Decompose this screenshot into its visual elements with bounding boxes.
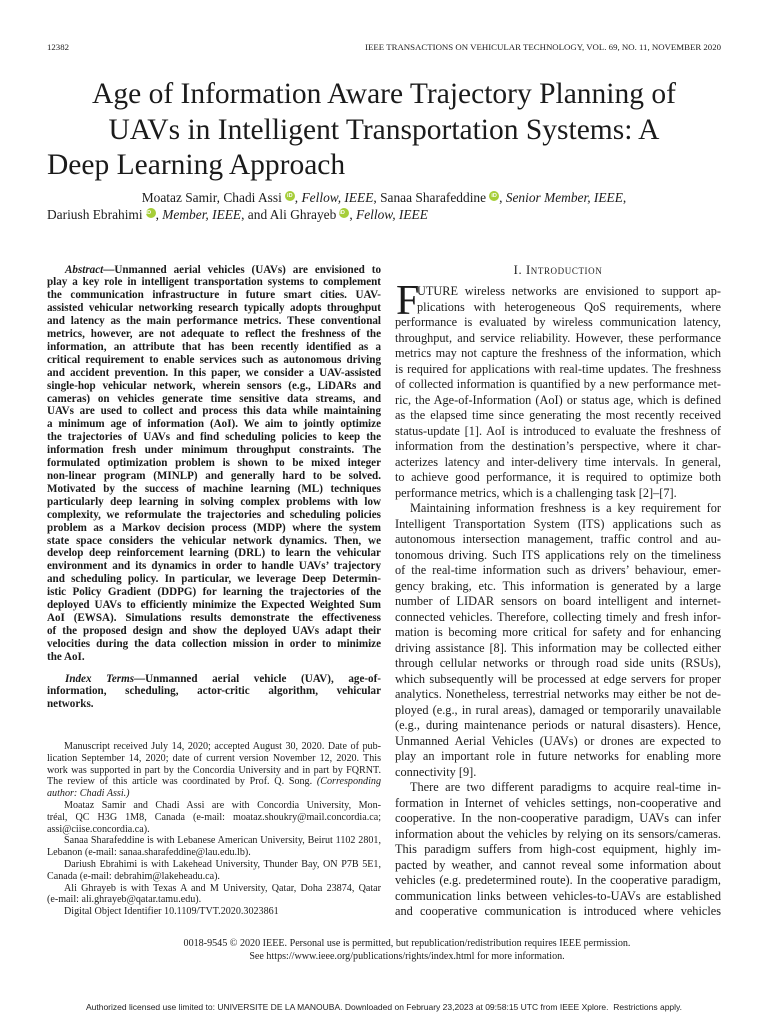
text-span: the trajectories of UAVs and find scheduling policies to keep the	[47, 431, 381, 444]
abstract-line	[47, 289, 381, 302]
journal-header: IEEE TRANSACTIONS ON VEHICULAR TECHNOLOGY, VOL. 69, NO. 11, NOVEMBER 2020	[365, 42, 721, 52]
body-line	[395, 718, 721, 734]
orcid-icon	[146, 208, 156, 218]
footnote-line	[47, 776, 381, 788]
italic-text: author: Chadi Assi.)	[47, 788, 130, 800]
text-span: information from the destination’s perspective, where it char-	[395, 439, 721, 453]
abstract-line	[47, 612, 381, 625]
paragraph	[47, 673, 381, 712]
text-span: cameras) on vehicles generate time sensitive data streams, and	[47, 392, 381, 405]
text-span: Unmanned Aerial Vehicles (UAVs) or drones are expected to	[395, 733, 721, 748]
title-line	[47, 77, 721, 113]
text-span: a minimum age of information (AoI). We aim to jointly optimize	[47, 418, 381, 431]
paragraph	[47, 77, 721, 184]
body-line	[395, 734, 721, 750]
text-span: information, an attribute that has been recently identified as a	[47, 340, 381, 353]
body-line	[395, 765, 721, 781]
body-line	[395, 393, 721, 409]
text-span: Maintaining information freshness is a key requirement for	[410, 501, 721, 515]
paper-title	[47, 77, 721, 184]
text-span: , Sanaa Sharafeddine	[373, 190, 487, 205]
text-span: performance is evaluated by wireless communication latency,	[395, 315, 721, 329]
text-span: —Unmanned aerial vehicle (UAV), age-of-	[134, 672, 381, 685]
footnote-line	[47, 824, 381, 836]
text-span: information, scheduling, actor-critic algorithm, vehicular	[47, 685, 381, 698]
body-line	[395, 842, 721, 858]
body-line	[395, 594, 721, 610]
body-line	[395, 346, 721, 362]
text-span: Manuscript received July 14, 2020; accepted August 30, 2020. Date of pub-	[64, 741, 381, 752]
abstract-line	[47, 625, 381, 638]
abstract-line	[47, 276, 381, 289]
text-span: information about the vehicles by relying on its sensors/cameras.	[395, 826, 721, 841]
text-span: of collected information is quantified by a new performance met-	[395, 377, 721, 391]
paragraph	[47, 883, 381, 907]
body-line	[395, 455, 721, 471]
body-line	[395, 656, 721, 672]
abstract-line	[47, 483, 381, 496]
text-span: UTURE wireless networks are envisioned to support ap-	[417, 284, 721, 298]
text-span: tonomous driving. Such ITS applications rely on the timeliness	[395, 547, 721, 562]
text-span: non-linear program (MINLP) and generally hard to be solved.	[47, 470, 381, 482]
body-line	[395, 858, 721, 874]
text-span: and latency as the main performance metrics. These conventional	[47, 315, 381, 328]
text-span: Deep Learning Approach	[47, 149, 346, 181]
text-span: Dariush Ebrahimi	[47, 207, 143, 222]
paragraph	[395, 501, 721, 780]
text-span: Lebanon (e-mail: sanaa.sharafeddine@lau.edu.lb).	[47, 847, 251, 859]
text-span: The review of this article was coordinated by Prof. Q. Song.	[47, 776, 317, 788]
text-span: problem as a Markov decision process (MDP) where the system	[47, 521, 381, 534]
body-line	[395, 904, 721, 920]
italic-text: Fellow, IEEE	[356, 207, 428, 222]
abstract	[47, 264, 381, 664]
body-line	[395, 548, 721, 564]
text-span: number of LIDAR sensors on board intelligent and internet-	[395, 594, 721, 608]
body-line	[395, 470, 721, 486]
index-terms-line	[47, 685, 381, 698]
text-span: Digital Object Identifier 10.1109/TVT.2020.3023861	[64, 906, 279, 918]
abstract-line	[47, 560, 381, 573]
footnote-line	[47, 812, 381, 824]
text-span: autonomous intersection management, traffic control and au-	[395, 532, 721, 546]
abstract-line	[47, 586, 381, 599]
text-span: Ali Ghrayeb is with Texas A and M University, Qatar, Doha 23874, Qatar	[64, 882, 381, 894]
text-span: throughput, and service reliability. However, these performance	[395, 330, 721, 345]
body-line	[395, 780, 721, 796]
text-span: , and Ali Ghrayeb	[241, 207, 337, 222]
body-line	[395, 284, 721, 300]
paragraph	[395, 284, 721, 501]
text-span: Dariush Ebrahimi is with Lakehead University, Thunder Bay, ON P7B 5E1,	[64, 858, 381, 870]
text-span: play a key role in intelligent transportation systems to complement	[47, 276, 381, 289]
abstract-line	[47, 264, 381, 277]
text-span: the AoI.	[47, 650, 85, 663]
footnote-line	[47, 741, 381, 753]
text-span: UAVs are used to collect and process this data while maintaining	[47, 405, 381, 418]
orcid-icon	[339, 208, 349, 218]
text-span: play an important role in future networks for enabling more	[395, 749, 721, 763]
body-line	[395, 439, 721, 455]
text-span: driving assistance [8]. This information may be collected either	[395, 640, 721, 655]
text-span: Moataz Samir and Chadi Assi are with Concordia University, Mon-	[64, 799, 381, 811]
abstract-line	[47, 431, 381, 444]
abstract-line	[47, 341, 381, 354]
text-span: to achieve good performance, it is required to optimize both	[395, 470, 721, 484]
orcid-icon	[285, 191, 295, 201]
text-span: Moataz Samir, Chadi Assi	[141, 190, 282, 205]
text-span: ,	[622, 190, 627, 205]
text-span: metrics, however, are not adequate to reflect the freshness of the	[47, 328, 381, 341]
abstract-line	[47, 638, 381, 651]
abstract-line	[47, 380, 381, 393]
footnote-line	[47, 765, 381, 777]
body-line	[395, 811, 721, 827]
body-line	[395, 532, 721, 548]
body-line	[395, 424, 721, 440]
body-line	[395, 625, 721, 641]
body-line	[395, 486, 721, 502]
text-span: single-hop vehicular network, wherein sensors (e.g., LiDARs and	[47, 379, 381, 392]
body-line	[395, 362, 721, 378]
abstract-line	[47, 547, 381, 560]
abstract-line	[47, 367, 381, 380]
text-span: and scheduling policy. In particular, we leverage Deep Determin-	[47, 573, 381, 586]
text-span: analytics. Nonetheless, terrestrial networks may either be not de-	[395, 687, 721, 701]
text-span: and cooperative communication is introduced where vehicles	[395, 904, 721, 918]
text-span: istic Policy Gradient (DDPG) for learning the trajectories of the	[47, 586, 381, 599]
text-span: connectivity [9].	[395, 764, 477, 779]
text-span: vehicles (e.g. predetermined route). In the cooperative paradigm,	[395, 873, 721, 887]
author-list	[47, 189, 721, 223]
text-span: UAVs in Intelligent Transportation Systems: A	[108, 113, 660, 146]
body-line	[395, 563, 721, 579]
text-span: AoI (EWSA). Simulations results demonstrate the effectiveness	[47, 611, 381, 624]
text-span: state space considers the vehicular network dynamics. Then, we	[47, 534, 381, 547]
body-line	[395, 610, 721, 626]
footnote-line	[47, 788, 381, 800]
text-span: status-update [1]. AoI is introduced to evaluate the freshness of	[395, 423, 721, 438]
abstract-line	[47, 522, 381, 535]
text-span: information fresh under minimum throughput constraints. The	[47, 444, 381, 457]
text-span: assisted vehicular networking research typically adopts throughput	[47, 302, 381, 315]
italic-text: Index Terms	[65, 672, 135, 685]
text-span: Sanaa Sharafeddine is with Lebanese American University, Beirut 1102 2801,	[64, 835, 381, 847]
body-line	[395, 315, 721, 331]
text-span: pacted by weather, and cannot reveal some information about	[395, 857, 721, 872]
body-line	[395, 889, 721, 905]
text-span: —Unmanned aerial vehicles (UAVs) are envisioned to	[103, 263, 381, 276]
text-span: of the proposed design and show the deployed UAVs adapt their	[47, 624, 381, 637]
text-span: cooperative. In the non-cooperative paradigm, UAVs can infer	[395, 811, 721, 825]
body-line	[395, 749, 721, 765]
abstract-line	[47, 509, 381, 522]
body-line	[395, 300, 721, 316]
body-line	[395, 703, 721, 719]
abstract-line	[47, 315, 381, 328]
body-line	[395, 517, 721, 533]
body-line	[395, 501, 721, 517]
paragraph	[47, 189, 721, 223]
author-line	[47, 206, 721, 223]
abstract-line	[47, 470, 381, 483]
text-span: of the real-time information such as drivers’ behaviour, emer-	[395, 563, 721, 577]
text-span: formation in Internet of vehicles settings, non-cooperative and	[395, 795, 721, 810]
drop-cap: F	[396, 278, 420, 324]
text-span: and accident prevention. In this paper, we consider a UAV-assisted	[47, 366, 381, 379]
text-span: networks.	[47, 698, 94, 711]
text-span: velocities during the data collection mission in order to minimize	[47, 637, 381, 650]
abstract-line	[47, 328, 381, 341]
abstract-line	[47, 535, 381, 548]
abstract-line	[47, 418, 381, 431]
text-span: lication September 14, 2020; date of current version November 12, 2020. This	[47, 752, 381, 764]
index-terms-line	[47, 698, 381, 711]
paragraph	[47, 800, 381, 835]
text-span: develop deep reinforcement learning (DRL) to learn the vehicular	[47, 547, 381, 560]
body-line	[395, 873, 721, 889]
text-span: ployed (e.g., in rural areas), damaged or temporarily unavailable	[395, 702, 721, 717]
abstract-line	[47, 573, 381, 586]
text-span: communication links between vehicles-to-UAVs are established	[395, 888, 721, 903]
abstract-line	[47, 457, 381, 470]
text-span: Intelligent Transportation System (ITS) applications such as	[395, 516, 721, 531]
footnote-line	[47, 847, 381, 859]
text-span: performance metrics, which is a challenging task [2]–[7].	[395, 485, 677, 500]
italic-text: (Corresponding	[316, 776, 381, 788]
abstract-line	[47, 393, 381, 406]
text-span: the communication infrastructure in future smart cities. UAV-	[47, 289, 381, 302]
text-span: environment and its dynamics in order to handle UAVs’ trajectory	[47, 560, 381, 573]
text-span: ,	[155, 207, 163, 222]
text-span: Canada (e-mail: debrahim@lakeheadu.ca).	[47, 870, 220, 882]
abstract-line	[47, 599, 381, 612]
index-terms-line	[47, 673, 381, 686]
text-span: particularly deep learning in solving complex problems with low	[47, 495, 381, 508]
paragraph	[47, 835, 381, 859]
text-span: is required for applications with real-time updates. The freshness	[395, 361, 721, 376]
footnote-line	[47, 835, 381, 847]
abstract-line	[47, 354, 381, 367]
body-line	[395, 331, 721, 347]
text-span: ,	[349, 207, 357, 222]
abstract-line	[47, 496, 381, 509]
text-span: work was supported in part by the Concordia University and in part by FQRNT.	[47, 764, 381, 776]
body-line	[395, 641, 721, 657]
text-span: through cellular networks or through road side units (RSUs),	[395, 656, 721, 670]
paragraph	[47, 859, 381, 883]
text-span: critical requirement to enable services such as autonomous driving	[47, 353, 381, 366]
rights-link-notice: See https://www.ieee.org/publications/rights/index.html for more information.	[249, 950, 565, 962]
text-span: formulated optimization problem is shown to be mixed integer	[47, 457, 381, 470]
text-span: ,	[499, 190, 506, 205]
text-span: deployed UAVs to efficiently minimize the Expected Weighted Sum	[47, 599, 381, 612]
abstract-line	[47, 302, 381, 315]
text-span: mation is becoming more critical for safety and for enhancing	[395, 625, 721, 639]
text-span: assi@ciise.concordia.ca).	[47, 823, 150, 835]
body-line	[395, 672, 721, 688]
footnote-line	[47, 894, 381, 906]
text-span: as the elapsed time since generating the most recently received	[395, 408, 721, 422]
body-line	[395, 408, 721, 424]
abstract-line	[47, 651, 381, 664]
text-span: Age of Information Aware Trajectory Planning of	[92, 78, 676, 110]
italic-text: Senior Member, IEEE	[505, 190, 623, 205]
title-line	[47, 148, 721, 184]
text-span: There are two different paradigms to acquire real-time in-	[410, 780, 721, 794]
text-span: gency braking, etc. This information is generated by a large	[395, 578, 721, 593]
paragraph	[395, 780, 721, 920]
abstract-line	[47, 405, 381, 418]
text-span: tréal, QC H3G 1M8, Canada (e-mail: moataz.shoukry@mail.concordia.ca;	[47, 811, 381, 823]
paragraph	[47, 264, 381, 664]
license-notice: Authorized licensed use limited to: UNIVERSITE DE LA MANOUBA. Downloaded on February 23,2023 at 09:58:15 UTC from IEEE Xplore. Restrictions apply.	[85, 1002, 683, 1012]
body-line	[395, 796, 721, 812]
text-span: This paradigm suffers from high-cost equipment, highly im-	[395, 842, 721, 856]
footnote-line	[47, 859, 381, 871]
text-span: complexity, we reformulate the trajectories and scheduling policies	[47, 508, 381, 521]
text-span: metrics may not capture the freshness of the information, which	[395, 346, 721, 360]
text-span: ,	[294, 190, 302, 205]
text-span: plications with heterogeneous QoS requirements, where	[417, 299, 721, 314]
section-heading-introduction: I. Introduction	[513, 263, 603, 277]
orcid-icon	[489, 191, 499, 201]
footnote-line	[47, 871, 381, 883]
text-span: connected vehicles. Therefore, collecting timely and fresh infor-	[395, 609, 721, 624]
italic-text: Abstract	[65, 263, 104, 276]
abstract-line	[47, 444, 381, 457]
footnote-line	[47, 800, 381, 812]
footnote-line	[47, 883, 381, 895]
text-span: acterizes latency and inter-delivery time intervals. In general,	[395, 454, 721, 469]
text-span: (e.g., during maintenance periods or natural disasters). Hence,	[395, 718, 721, 732]
text-span: ric, the Age-of-Information (AoI) or status age, which is defined	[395, 392, 721, 407]
footnote-line	[47, 906, 381, 918]
body-line	[395, 687, 721, 703]
body-line	[395, 827, 721, 843]
author-line	[47, 189, 721, 206]
title-line	[47, 113, 721, 149]
index-terms	[47, 673, 381, 712]
paragraph	[47, 906, 381, 918]
introduction-body	[395, 284, 721, 920]
footnote-line	[47, 753, 381, 765]
italic-text: Member, IEEE	[162, 207, 242, 222]
paragraph	[47, 741, 381, 800]
text-span: (e-mail: ali.ghrayeb@qatar.tamu.edu).	[47, 894, 202, 906]
copyright-footer	[47, 937, 767, 963]
first-page-footnote	[47, 741, 381, 918]
text-span: which subsequently will be processed at edge servers for proper	[395, 671, 721, 686]
page-number: 12382	[47, 42, 69, 52]
text-span: Motivated by the success of machine learning (ML) techniques	[47, 482, 381, 495]
body-line	[395, 377, 721, 393]
body-line	[395, 579, 721, 595]
italic-text: Fellow, IEEE	[301, 190, 374, 205]
copyright-notice: 0018-9545 © 2020 IEEE. Personal use is permitted, but republication/redistribution requires IEEE permission.	[183, 937, 631, 949]
